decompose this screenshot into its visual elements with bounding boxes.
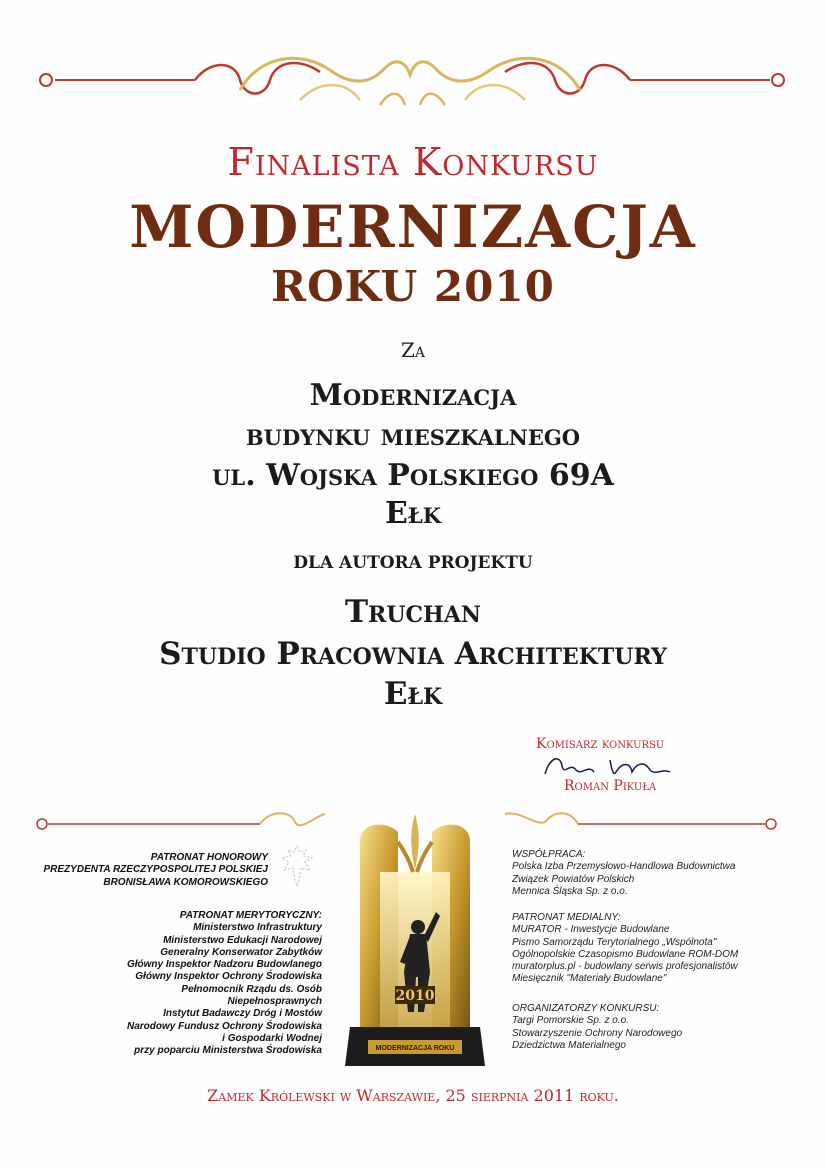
cooperation-section (512, 849, 812, 898)
media-item: Ogólnopolskie Czasopismo Budowlane ROM-DOM (512, 948, 739, 960)
content-patronage-item: Główny Inspektor Nadzoru Budowlanego (126, 959, 322, 971)
author-line-1: Truchan (344, 594, 481, 630)
za-label: Za (400, 338, 425, 362)
cooperation-item: Związek Powiatów Polskich (512, 873, 635, 885)
content-patronage-header: PATRONAT MERYTORYCZNY: (179, 910, 322, 921)
content-patronage-item: Pełnomocnik Rządu ds. Osób (181, 983, 322, 995)
content-patronage-item: Instytut Badawczy Dróg i Mostów (163, 1008, 322, 1020)
organizer-item: Dziedzictwa Materialnego (512, 1039, 626, 1051)
right-ornament (500, 806, 790, 836)
commissioner-label: Komisarz konkursu (536, 736, 665, 752)
contest-title: MODERNIZACJA (129, 193, 697, 261)
object-line-1: Modernizacja (309, 378, 517, 413)
commissioner-name: Roman Pikuła (564, 778, 657, 794)
author-line-3: Ełk (383, 676, 443, 712)
content-patronage-item: przy poparciu Ministerstwa Środowiska (134, 1045, 322, 1057)
content-patronage-item: Generalny Konserwator Zabytków (160, 946, 322, 958)
content-patronage-item: i Gospodarki Wodnej (222, 1032, 322, 1044)
honorary-line-2: PREZYDENTA RZECZYPOSPOLITEJ POLSKIEJ (43, 864, 268, 876)
cooperation-header: WSPÓŁPRACA: (512, 849, 586, 860)
organizers-section (512, 1003, 812, 1052)
organizers-header: ORGANIZATORZY KONKURSU: (512, 1003, 660, 1014)
for-author-label: DLA AUTORA PROJEKTU (293, 553, 533, 573)
trophy-plate: MODERNIZACJA ROKU (375, 1045, 455, 1052)
trophy-year: 2010 (395, 988, 435, 1004)
footer-place-date: Zamek Królewski w Warszawie, 25 sierpnia 2011 roku. (207, 1086, 619, 1105)
media-item: Pismo Samorządu Terytorialnego „Wspólnota" (512, 936, 717, 948)
content-patronage-item: Główny Inspektor Ochrony Środowiska (135, 971, 322, 983)
object-line-4: Ełk (384, 496, 442, 531)
cooperation-item: Mennica Śląska Sp. z o.o. (512, 885, 628, 897)
finalist-heading: Finalista Konkursu (227, 140, 599, 184)
media-section (512, 912, 812, 986)
cooperation-item: Polska Izba Przemysłowo-Handlowa Budownictwa (512, 861, 736, 873)
content-patronage-item: Narodowy Fundusz Ochrony Środowiska (126, 1020, 322, 1032)
left-ornament (30, 806, 330, 836)
honorary-line-3: BRONISŁAWA KOMOROWSKIEGO (103, 876, 268, 888)
organizer-item: Stowarzyszenie Ochrony Narodowego (512, 1027, 683, 1039)
media-header: PATRONAT MEDIALNY: (512, 912, 621, 923)
content-patronage-item: Ministerstwo Infrastruktury (193, 922, 322, 934)
media-item: muratorplus.pl - budowlany serwis profesjonalistów (512, 961, 738, 973)
trophy-image (340, 812, 490, 1070)
media-item: MURATOR - Inwestycje Budowlane (512, 924, 670, 936)
organizer-item: Targi Pomorskie Sp. z o.o. (512, 1015, 629, 1027)
author-line-2: Studio Pracownia Architektury (159, 636, 667, 672)
honorary-patronage (10, 852, 268, 889)
contest-year: ROKU 2010 (271, 262, 555, 311)
honorary-line-1: PATRONAT HONOROWY (150, 852, 268, 863)
content-patronage-item: Ministerstwo Edukacji Narodowej (163, 934, 322, 946)
content-patronage (10, 910, 322, 1058)
content-patronage-item: Niepełnosprawnych (227, 996, 322, 1008)
top-ornament (0, 50, 826, 120)
object-line-2: budynku mieszkalnego (245, 418, 581, 453)
object-line-3: ul. Wojska Polskiego 69A (212, 458, 614, 493)
media-item: Miesięcznik "Materiały Budowlane" (512, 973, 667, 985)
eagle-emblem-icon (272, 840, 322, 890)
